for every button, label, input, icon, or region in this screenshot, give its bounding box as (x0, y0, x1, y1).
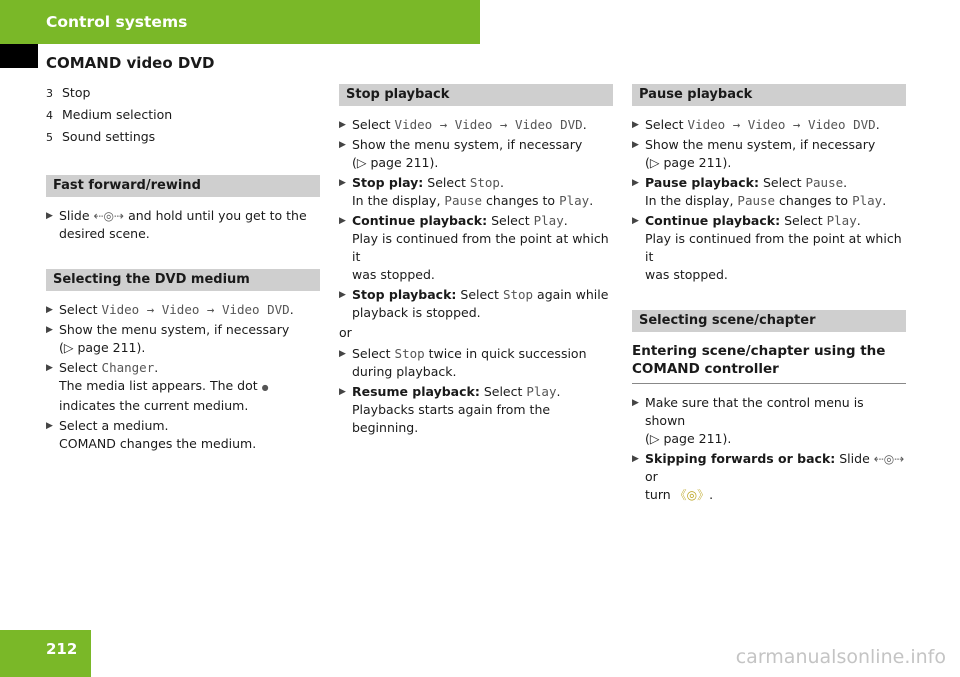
arrow-icon: ▶ (339, 387, 346, 397)
column-2 (339, 84, 613, 439)
arrow-icon: ▶ (339, 290, 346, 300)
section-title: Control systems (46, 13, 188, 31)
fast-forward-heading: Fast forward/rewind (46, 175, 320, 197)
arrow-icon: ▶ (339, 120, 346, 130)
step-stop-play: ▶ Stop play: Select Stop. In the display, Pause changes to Play. (339, 175, 594, 208)
arrow-icon: ▶ (46, 305, 53, 315)
column-3 (632, 84, 906, 506)
step-show-menu: ▶ Show the menu system, if necessary (▷ page 211). (46, 322, 290, 355)
arrow-icon: ▶ (632, 398, 639, 408)
step-resume-playback: ▶ Resume playback: Select Play. Playbacks starts again from the beginning. (339, 384, 561, 435)
numbered-item: 5 Sound settings (46, 129, 156, 144)
arrow-icon: ▶ (632, 120, 639, 130)
top-bar (0, 0, 480, 44)
arrow-icon: ▶ (632, 140, 639, 150)
header-tab (0, 44, 38, 68)
step-skipping: ▶ Skipping forwards or back: Slide ⇠◎⇢ or turn 《◎》. (632, 451, 905, 502)
page-number-box (0, 630, 91, 677)
dot-icon: ● (261, 383, 269, 392)
page-subtitle: COMAND video DVD (46, 54, 215, 72)
or-text: or (339, 325, 352, 340)
step-select-changer: ▶ Select Changer. The media list appears. The dot ● indicates the current medium. (46, 360, 269, 413)
controller-turn-icon: 《◎》 (674, 488, 710, 502)
arrow-icon: ▶ (339, 178, 346, 188)
arrow-icon: ▶ (46, 211, 53, 221)
arrow-icon: ▶ (632, 454, 639, 464)
arrow-icon: ▶ (339, 349, 346, 359)
stop-playback-heading: Stop playback (339, 84, 613, 106)
arrow-icon: ▶ (46, 325, 53, 335)
step-continue-playback: ▶ Continue playback: Select Play. Play is continued from the point at which it was stopped. (339, 213, 609, 282)
pause-playback-heading: Pause playback (632, 84, 906, 106)
step-stop-playback: ▶ Stop playback: Select Stop again while playback is stopped. (339, 287, 609, 320)
step-select-path: ▶ Select Video → Video → Video DVD. (339, 117, 587, 132)
arrow-icon: ▶ (632, 216, 639, 226)
arrow-icon: ▶ (632, 178, 639, 188)
step-slide: ▶ Slide ⇠◎⇢ and hold until you get to the desired scene. (46, 208, 307, 241)
column-1 (46, 84, 320, 455)
step-select-path: ▶ Select Video → Video → Video DVD. (632, 117, 880, 132)
arrow-icon: ▶ (46, 363, 53, 373)
watermark: carmanualsonline.info (735, 646, 946, 668)
numbered-item: 3 Stop (46, 85, 91, 100)
controller-slide-icon: ⇠◎⇢ (873, 452, 905, 466)
step-select-path: ▶ Select Video → Video → Video DVD. (46, 302, 294, 317)
step-pause-playback: ▶ Pause playback: Select Pause. In the display, Pause changes to Play. (632, 175, 887, 208)
step-make-sure: ▶ Make sure that the control menu is shown (▷ page 211). (632, 395, 864, 446)
page-number: 212 (46, 640, 78, 658)
numbered-item: 4 Medium selection (46, 107, 173, 122)
scene-chapter-heading: Selecting scene/chapter (632, 310, 906, 332)
scene-chapter-subheading: Entering scene/chapter using the COMAND controller (632, 342, 906, 384)
step-show-menu: ▶ Show the menu system, if necessary (▷ page 211). (632, 137, 876, 170)
step-select-stop-twice: ▶ Select Stop twice in quick succession during playback. (339, 346, 587, 379)
arrow-icon: ▶ (339, 216, 346, 226)
dvd-medium-heading: Selecting the DVD medium (46, 269, 320, 291)
step-continue-playback: ▶ Continue playback: Select Play. Play is continued from the point at which it was stopped. (632, 213, 902, 282)
arrow-icon: ▶ (339, 140, 346, 150)
arrow-icon: ▶ (46, 421, 53, 431)
step-select-medium: ▶ Select a medium. COMAND changes the medium. (46, 418, 257, 451)
step-show-menu: ▶ Show the menu system, if necessary (▷ page 211). (339, 137, 583, 170)
controller-slide-icon: ⇠◎⇢ (93, 209, 125, 223)
